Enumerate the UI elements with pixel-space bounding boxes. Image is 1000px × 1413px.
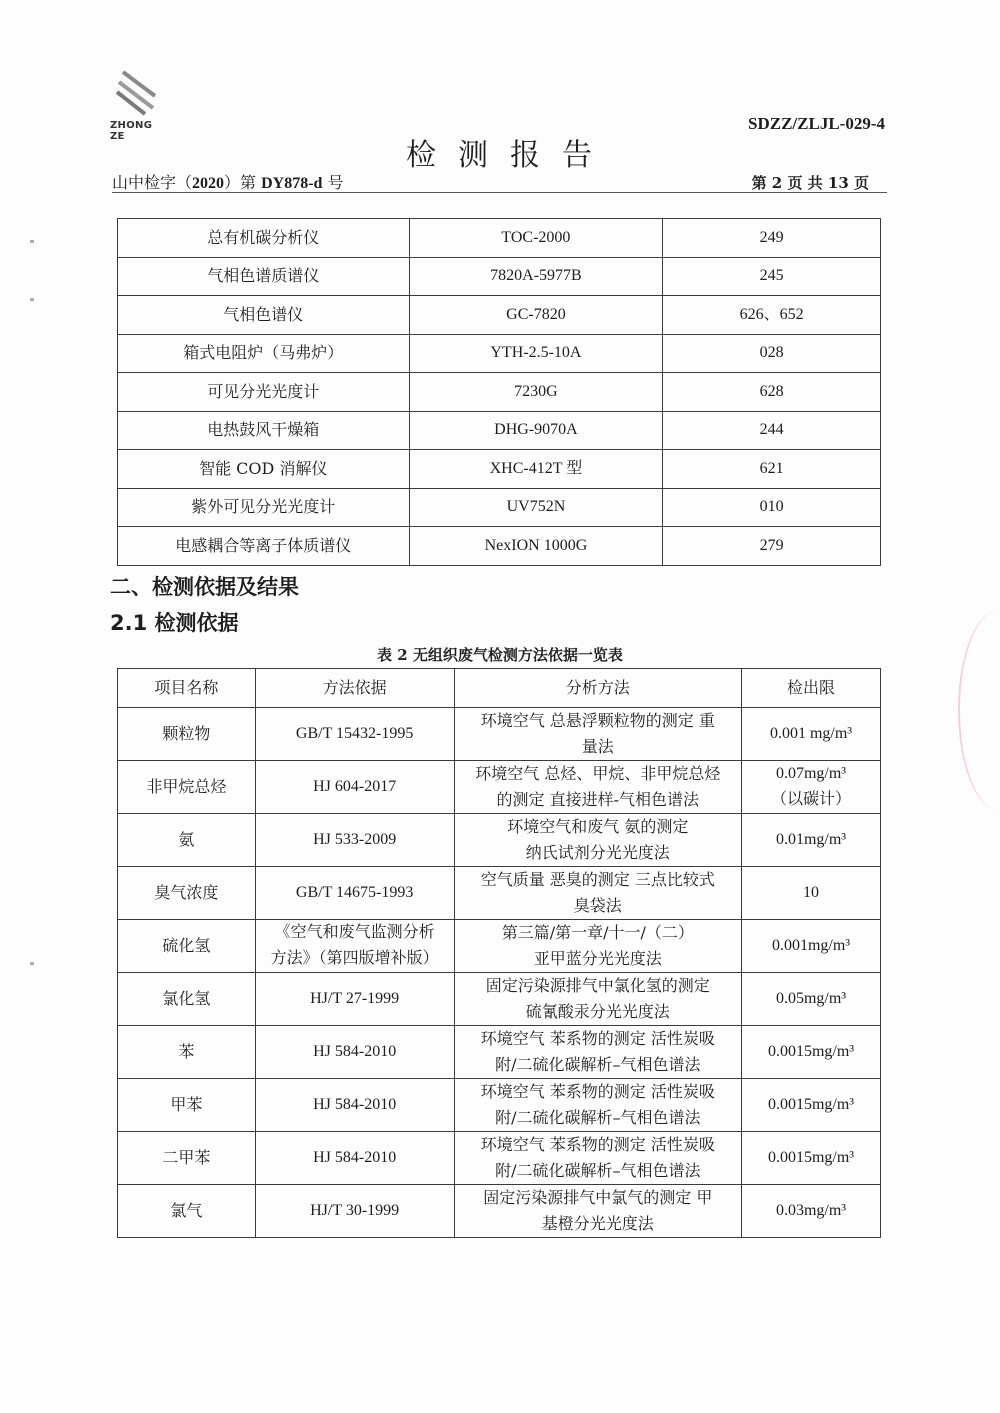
table-row [118,257,881,296]
analysis-method: 环境空气和废气 氨的测定 纳氏试剂分光光度法 [454,814,742,867]
equipment-name: 电感耦合等离子体质谱仪 [118,527,410,566]
zhongze-logo-icon [115,70,161,118]
equipment-name: 电热鼓风干燥箱 [118,411,410,450]
method-standard: HJ 584-2010 [255,1079,454,1132]
equipment-model: 7820A-5977B [409,257,663,296]
equipment-id: 621 [663,450,881,489]
method-standard: HJ 604-2017 [255,761,454,814]
detection-limit: 0.01mg/m³ [742,814,881,867]
equipment-model: 7230G [409,373,663,412]
equipment-id: 628 [663,373,881,412]
page-title: 检测报告 [406,138,614,173]
detection-limit: 0.0015mg/m³ [742,1079,881,1132]
method-standard: HJ 584-2010 [255,1132,454,1185]
analysis-method: 固定污染源排气中氯气的测定 甲 基橙分光光度法 [454,1185,742,1238]
methods-table [117,668,881,1238]
equipment-name: 紫外可见分光光度计 [118,488,410,527]
item-name: 二甲苯 [118,1132,256,1185]
table-row [118,973,881,1026]
table-row [118,1132,881,1185]
equipment-table [117,218,881,566]
report-number: 山中检字（2020）第 DY878-d 号 [112,173,344,192]
equipment-model: YTH-2.5-10A [409,334,663,373]
scan-mark [30,962,34,965]
equipment-id: 028 [663,334,881,373]
red-seal-stamp [958,610,1000,810]
equipment-id: 010 [663,488,881,527]
equipment-name: 气相色谱质谱仪 [118,257,410,296]
analysis-method: 空气质量 恶臭的测定 三点比较式 臭袋法 [454,867,742,920]
item-name: 氨 [118,814,256,867]
item-name: 苯 [118,1026,256,1079]
equipment-model: DHG-9070A [409,411,663,450]
equipment-name: 智能 COD 消解仪 [118,450,410,489]
scan-mark [30,298,34,301]
subsection-heading: 2.1 检测依据 [110,611,239,635]
report-reference-line [112,168,887,193]
method-standard: GB/T 15432-1995 [255,708,454,761]
item-name: 氯化氢 [118,973,256,1026]
equipment-id: 245 [663,257,881,296]
item-name: 硫化氢 [118,920,256,973]
method-standard: HJ/T 30-1999 [255,1185,454,1238]
table-row [118,761,881,814]
analysis-method: 环境空气 苯系物的测定 活性炭吸 附/二硫化碳解析–气相色谱法 [454,1026,742,1079]
analysis-method: 环境空气 总烃、甲烷、非甲烷总烃 的测定 直接进样-气相色谱法 [454,761,742,814]
table-row [118,296,881,335]
equipment-name: 总有机碳分析仪 [118,219,410,258]
equipment-id: 249 [663,219,881,258]
table-row [118,1185,881,1238]
table-row [118,334,881,373]
section-heading: 二、检测依据及结果 [110,575,299,599]
item-name: 非甲烷总烃 [118,761,256,814]
detection-limit: 0.07mg/m³ （以碳计） [742,761,881,814]
detection-limit: 0.0015mg/m³ [742,1026,881,1079]
analysis-method: 环境空气 总悬浮颗粒物的测定 重 量法 [454,708,742,761]
equipment-id: 244 [663,411,881,450]
equipment-name: 箱式电阻炉（马弗炉） [118,334,410,373]
document-code: SDZZ/ZLJL-029-4 [748,114,885,133]
detection-limit: 0.03mg/m³ [742,1185,881,1238]
detection-limit: 10 [742,867,881,920]
method-standard: 《空气和废气监测分析 方法》（第四版增补版） [255,920,454,973]
table-row [118,1079,881,1132]
col-header-method: 分析方法 [454,669,742,708]
item-name: 甲苯 [118,1079,256,1132]
equipment-model: UV752N [409,488,663,527]
method-standard: HJ 584-2010 [255,1026,454,1079]
col-header-item: 项目名称 [118,669,256,708]
table-row [118,411,881,450]
analysis-method: 第三篇/第一章/十一/（二） 亚甲蓝分光光度法 [454,920,742,973]
table-row [118,219,881,258]
method-standard: HJ/T 27-1999 [255,973,454,1026]
equipment-model: NexION 1000G [409,527,663,566]
table-row [118,920,881,973]
equipment-name: 气相色谱仪 [118,296,410,335]
col-header-limit: 检出限 [742,669,881,708]
table-row [118,1026,881,1079]
detection-limit: 0.0015mg/m³ [742,1132,881,1185]
equipment-id: 279 [663,527,881,566]
analysis-method: 环境空气 苯系物的测定 活性炭吸 附/二硫化碳解析–气相色谱法 [454,1079,742,1132]
table-row [118,488,881,527]
analysis-method: 固定污染源排气中氯化氢的测定 硫氰酸汞分光光度法 [454,973,742,1026]
equipment-model: GC-7820 [409,296,663,335]
scan-mark [30,240,34,243]
detection-limit: 0.001mg/m³ [742,920,881,973]
item-name: 臭气浓度 [118,867,256,920]
table-row [118,450,881,489]
equipment-model: TOC-2000 [409,219,663,258]
detection-limit: 0.001 mg/m³ [742,708,881,761]
table-row [118,867,881,920]
method-standard: HJ 533-2009 [255,814,454,867]
table-row [118,708,881,761]
table-header-row [118,669,881,708]
table-row [118,814,881,867]
item-name: 氯气 [118,1185,256,1238]
item-name: 颗粒物 [118,708,256,761]
equipment-name: 可见分光光度计 [118,373,410,412]
table-caption: 表 2 无组织废气检测方法依据一览表 [377,646,623,664]
analysis-method: 环境空气 苯系物的测定 活性炭吸 附/二硫化碳解析–气相色谱法 [454,1132,742,1185]
table-row [118,527,881,566]
logo-text: ZHONG ZE [110,120,153,142]
page-number: 第 2 页 共 13 页 [751,174,869,192]
equipment-id: 626、652 [663,296,881,335]
detection-limit: 0.05mg/m³ [742,973,881,1026]
table-row [118,373,881,412]
equipment-model: XHC-412T 型 [409,450,663,489]
method-standard: GB/T 14675-1993 [255,867,454,920]
col-header-standard: 方法依据 [255,669,454,708]
